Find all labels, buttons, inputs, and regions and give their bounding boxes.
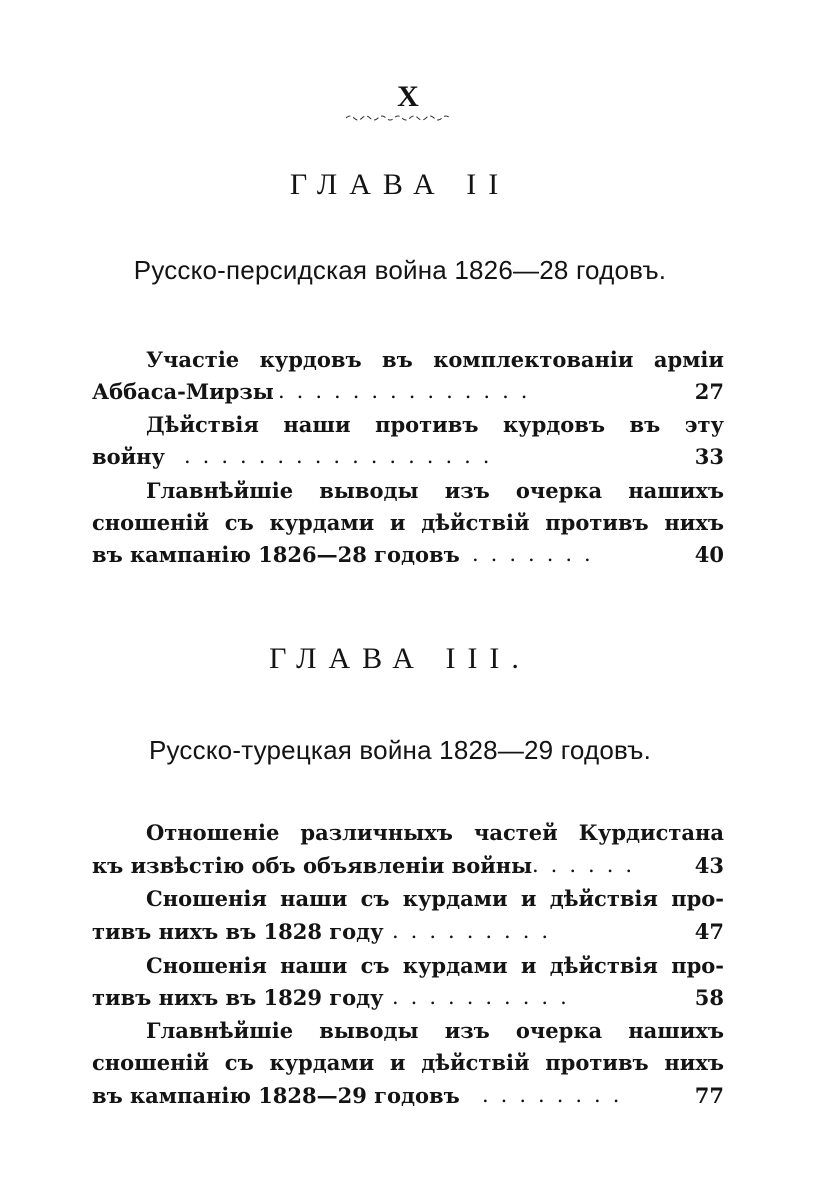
page-ref: 58 [694,985,724,1010]
leader-dots: ......... [392,919,561,943]
toc-entry-text: войну [92,444,165,469]
leader-dots: .......... [392,985,579,1009]
toc-entry-text: тивъ нихъ въ 1829 году [92,985,384,1010]
toc-entry-line [92,853,724,887]
toc-entry-text: въ кампанію 1828—29 годовъ [92,1083,460,1108]
toc-entry-text: Аббаса-Мирзы [92,379,274,404]
toc-entry-text: Дѣйствія наши противъ курдовъ въ эту [146,412,724,437]
page-ref: 27 [694,379,724,404]
toc-entry-text: Главнѣйшіе выводы изъ очерка нашихъ [146,478,724,503]
toc-entry-line [92,985,724,1019]
chapter-3-title: ГЛАВА III. [269,642,531,675]
toc-entry-line [92,444,724,478]
page-ref: 43 [694,853,724,878]
toc-entry-line [92,919,724,953]
leader-dots: ...... [532,853,645,877]
leader-dots: ........ [482,1083,632,1107]
chapter-2-title: ГЛАВА II [289,168,511,201]
leader-dots: ....... [472,542,603,566]
toc-entry-text: сношеній съ курдами и дѣйствій противъ нихъ [92,510,724,535]
toc-entry-line [92,820,724,854]
toc-entry-text: Сношенія наши съ курдами и дѣйствія про- [146,886,724,911]
toc-entry-text: сношеній съ курдами и дѣйствій противъ нихъ [92,1050,724,1075]
toc-entry-line [92,1050,724,1084]
toc-entry-line [92,379,724,413]
toc-entry-line [92,347,724,381]
toc-entry-line [92,510,724,544]
page-ref: 77 [694,1083,724,1108]
toc-entry-line [92,412,724,446]
page-ref: 47 [694,919,724,944]
toc-entry-line [92,1018,724,1052]
toc-entry-text: Участіе курдовъ въ комплектованіи арміи [146,347,724,372]
chapter-2-subtitle: Русско-персидская война 1826—28 годовъ. [133,255,667,285]
toc-entry-text: Отношеніе различныхъ частей Курдистана [146,820,724,845]
chapter-3-subtitle: Русско-турецкая война 1828—29 годовъ. [148,735,652,765]
page-number: X [397,80,419,113]
page-ref: 33 [694,444,724,469]
toc-entry-line [92,542,724,576]
leader-dots: ................. [184,444,502,468]
toc-entry-line [92,953,724,987]
page-ref: 40 [694,542,724,567]
toc-entry-text: къ извѣстію объ объявленіи войны [92,853,533,878]
toc-entry-text: въ кампанію 1826—28 годовъ [92,542,460,567]
decorative-rule [346,113,450,121]
leader-dots: .............. [278,379,540,403]
toc-entry-text: тивъ нихъ въ 1828 году [92,919,384,944]
toc-entry-text: Главнѣйшіе выводы изъ очерка нашихъ [146,1018,724,1043]
toc-entry-text: Сношенія наши съ курдами и дѣйствія про- [146,953,724,978]
toc-entry-line [92,478,724,512]
toc-entry-line [92,886,724,920]
toc-entry-line [92,1083,724,1117]
